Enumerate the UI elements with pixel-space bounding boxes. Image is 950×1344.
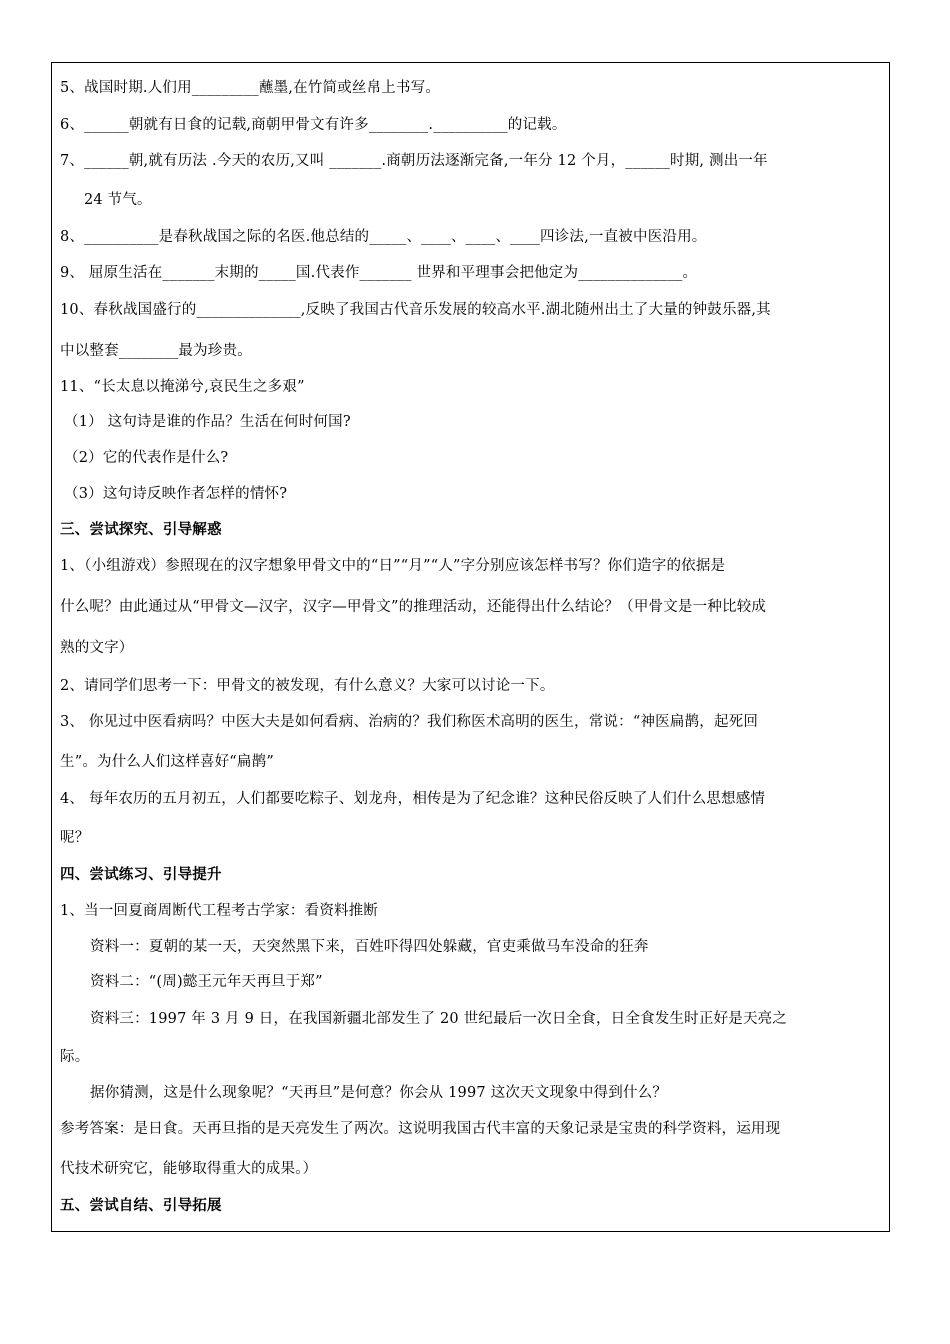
reference-answer-line2: 代技术研究它，能够取得重大的成果。）: [60, 1161, 318, 1177]
guess-question: 据你猜测，这是什么现象呢？“天再旦”是何意？你会从 1997 这次天文现象中得到什么？: [90, 1085, 668, 1101]
section-3-heading: 三、尝试探究、引导解惑: [60, 521, 222, 538]
explore-q2-line: 2、请同学们思考一下：甲骨文的被发现，有什么意义？大家可以讨论一下。: [60, 678, 555, 694]
reference-answer-line1: 参考答案：是日食。天再旦指的是天亮发生了两次。这说明我国古代丰富的天象记录是宝贵的科学资料，运用现: [60, 1121, 781, 1137]
q11-sub1: （1） 这句诗是谁的作品？生活在何时何国?: [64, 414, 351, 430]
explore-q4-line2: 呢？: [60, 830, 90, 846]
q11-sub3: （3）这句诗反映作者怎样的情怀?: [64, 486, 288, 502]
material-3-line1: 资料三：1997 年 3 月 9 日，在我国新疆北部发生了 20 世纪最后一次日全食，日全食发生时正好是天亮之: [90, 1011, 788, 1027]
explore-q1-line1: 1、（小组游戏）参照现在的汉字想象甲骨文中的“日”“月”“人”字分别应该怎样书写？你们造字的依据是: [60, 558, 726, 574]
explore-q1-line2: 什么呢？由此通过从“甲骨文—汉字，汉字—甲骨文”的推理活动，还能得出什么结论？（甲骨文是一种比较成: [60, 599, 767, 615]
q6-line: 6、______朝就有日食的记载,商朝甲骨文有许多________.__________的记载。: [60, 117, 567, 133]
q9-line: 9、 屈原生活在_______末期的_____国.代表作_______ 世界和平理事会把他定为______________。: [60, 265, 698, 281]
practice-q1-line: 1、当一回夏商周断代工程考古学家：看资料推断: [60, 903, 379, 919]
q8-line: 8、__________是春秋战国之际的名医.他总结的_____、____、____、____四诊法,一直被中医沿用。: [60, 229, 707, 245]
q7-line: 7、______朝,就有历法 .今天的农历,又叫 _______.商朝历法逐渐完备,一年分 12 个月，______时期, 测出一年: [60, 153, 768, 169]
explore-q3-line1: 3、 你见过中医看病吗？中医大夫是如何看病、治病的？我们称医术高明的医生，常说：“神医扁鹊，起死回: [60, 714, 759, 730]
explore-q4-line1: 4、 每年农历的五月初五，人们都要吃粽子、划龙舟，相传是为了纪念谁？这种民俗反映了人们什么思想感情: [60, 791, 766, 807]
material-1: 资料一：夏朝的某一天，天突然黑下来，百姓吓得四处躲藏，官吏乘做马车没命的狂奔: [90, 939, 649, 955]
explore-q1-line3: 熟的文字）: [60, 640, 134, 656]
q11-line: 11、“长太息以掩涕兮,哀民生之多艰”: [60, 379, 305, 395]
q10-line-cont: 中以整套________最为珍贵。: [60, 343, 252, 359]
material-3-line2: 际。: [60, 1049, 90, 1065]
q7-line-cont: 24 节气。: [84, 192, 152, 208]
q10-line: 10、春秋战国盛行的______________,反映了我国古代音乐发展的较高水平.湖北随州出土了大量的钟鼓乐器,其: [60, 302, 771, 318]
section-4-heading: 四、尝试练习、引导提升: [60, 866, 222, 883]
material-2: 资料二：“(周)懿王元年天再旦于郑”: [90, 974, 323, 990]
explore-q3-line2: 生”。为什么人们这样喜好“扁鹊”: [60, 754, 274, 770]
q11-sub2: （2）它的代表作是什么?: [64, 450, 229, 466]
q5-line: 5、战国时期.人们用_________蘸墨,在竹简或丝帛上书写。: [60, 80, 441, 96]
section-5-heading: 五、尝试自结、引导拓展: [60, 1197, 222, 1214]
